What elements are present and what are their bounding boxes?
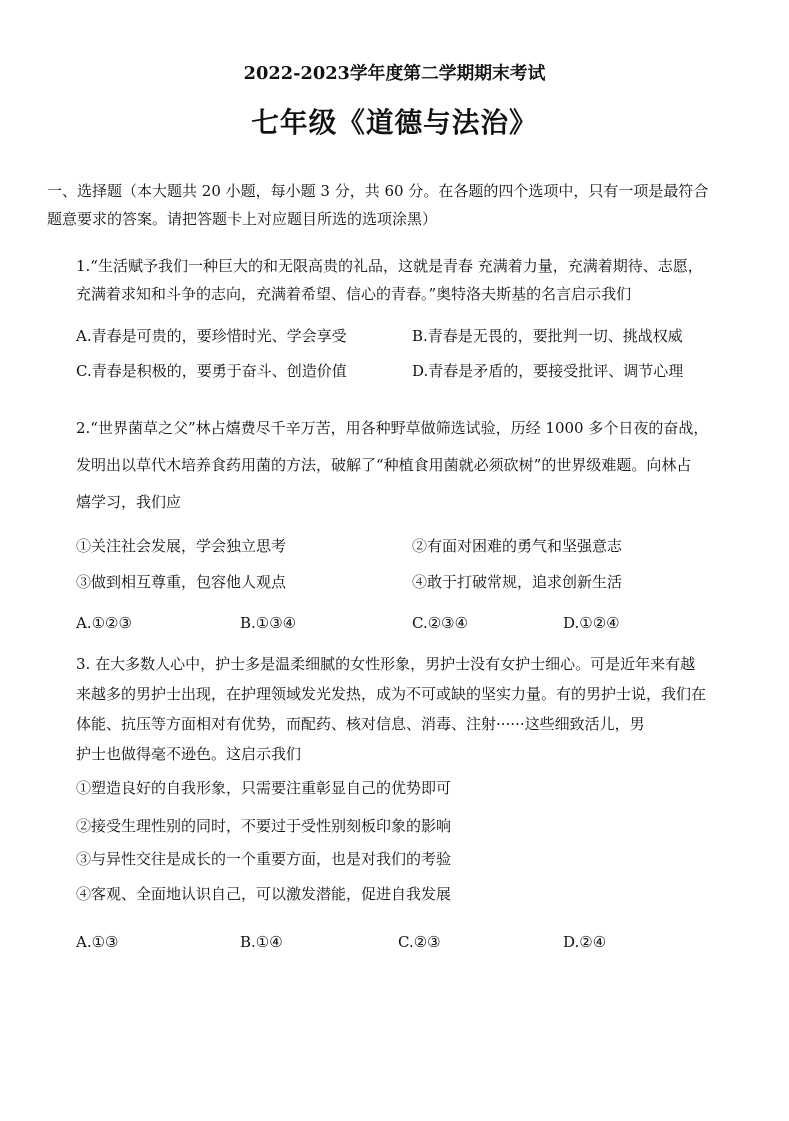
q2-option-a: A.①②③ — [76, 614, 132, 632]
q1-option-b: B.青春是无畏的，要批判一切、挑战权威 — [412, 327, 683, 345]
q3-stem-line3: 体能、抗压等方面相对有优势，而配药、核对信息、消毒、注射······这些细致活儿，男 — [76, 715, 645, 733]
q3-statement-4: ④客观、全面地认识自己，可以激发潜能，促进自我发展 — [76, 885, 452, 903]
q2-option-c: C.②③④ — [412, 614, 469, 632]
q1-option-a: A.青春是可贵的，要珍惜时光、学会享受 — [76, 327, 347, 345]
q1-option-d: D.青春是矛盾的，要接受批评、调节心理 — [412, 362, 684, 380]
q3-option-d: D.②④ — [563, 933, 607, 951]
q3-statement-1: ①塑造良好的自我形象，只需要注重彰显自己的优势即可 — [76, 779, 452, 797]
q3-option-c: C.②③ — [398, 933, 441, 951]
q1-stem-line2: 充满着求知和斗争的志向，充满着希望、信心的青春。”奥特洛夫斯基的名言启示我们 — [76, 285, 632, 303]
section-instruction-line1: 一、选择题（本大题共 20 小题，每小题 3 分，共 60 分。在各题的四个选项中，只有一项是最符合 — [47, 182, 709, 200]
q1-option-c: C.青春是积极的，要勇于奋斗、创造价值 — [76, 362, 347, 380]
q2-statement-2: ②有面对困难的勇气和坚强意志 — [412, 537, 623, 555]
q2-stem-line3: 熺学习，我们应 — [76, 493, 182, 511]
q1-stem-line1: 1.“生活赋予我们一种巨大的和无限高贵的礼品，这就是青春 充满着力量，充满着期待、志愿， — [76, 257, 703, 275]
q3-statement-3: ③与异性交往是成长的一个重要方面，也是对我们的考验 — [76, 850, 452, 868]
q2-stem-line2: 发明出以草代木培养食药用菌的方法，破解了“种植食用菌就必须砍树”的世界级难题。向林占 — [76, 456, 692, 474]
q3-option-a: A.①③ — [76, 933, 119, 951]
q2-statement-3: ③做到相互尊重，包容他人观点 — [76, 573, 287, 591]
q2-option-d: D.①②④ — [563, 614, 620, 632]
section-instruction-line2: 题意要求的答案。请把答题卡上对应题目所选的选项涂黑） — [47, 210, 438, 228]
q3-stem-line2: 来越多的男护士出现，在护理领域发光发热，成为不可或缺的坚实力量。有的男护士说，我们在 — [76, 685, 707, 703]
q2-option-b: B.①③④ — [240, 614, 297, 632]
q2-statement-1: ①关注社会发展，学会独立思考 — [76, 537, 287, 555]
q3-stem-line4: 护士也做得毫不逊色。这启示我们 — [76, 745, 302, 763]
q3-statement-2: ②接受生理性别的同时，不要过于受性别刻板印象的影响 — [76, 817, 452, 835]
subject-title: 七年级《道德与法治》 — [251, 106, 538, 139]
exam-title: 2022-2023学年度第二学期期末考试 — [243, 63, 546, 84]
q3-option-b: B.①④ — [240, 933, 283, 951]
q2-stem-line1: 2.“世界菌草之父”林占熺费尽千辛万苦，用各种野草做筛选试验，历经 1000 多个日夜的奋战， — [76, 419, 709, 437]
q3-stem-line1: 3. 在大多数人心中，护士多是温柔细腻的女性形象，男护士没有女护士细心。可是近年来有越 — [76, 655, 696, 673]
q2-statement-4: ④敢于打破常规，追求创新生活 — [412, 573, 623, 591]
